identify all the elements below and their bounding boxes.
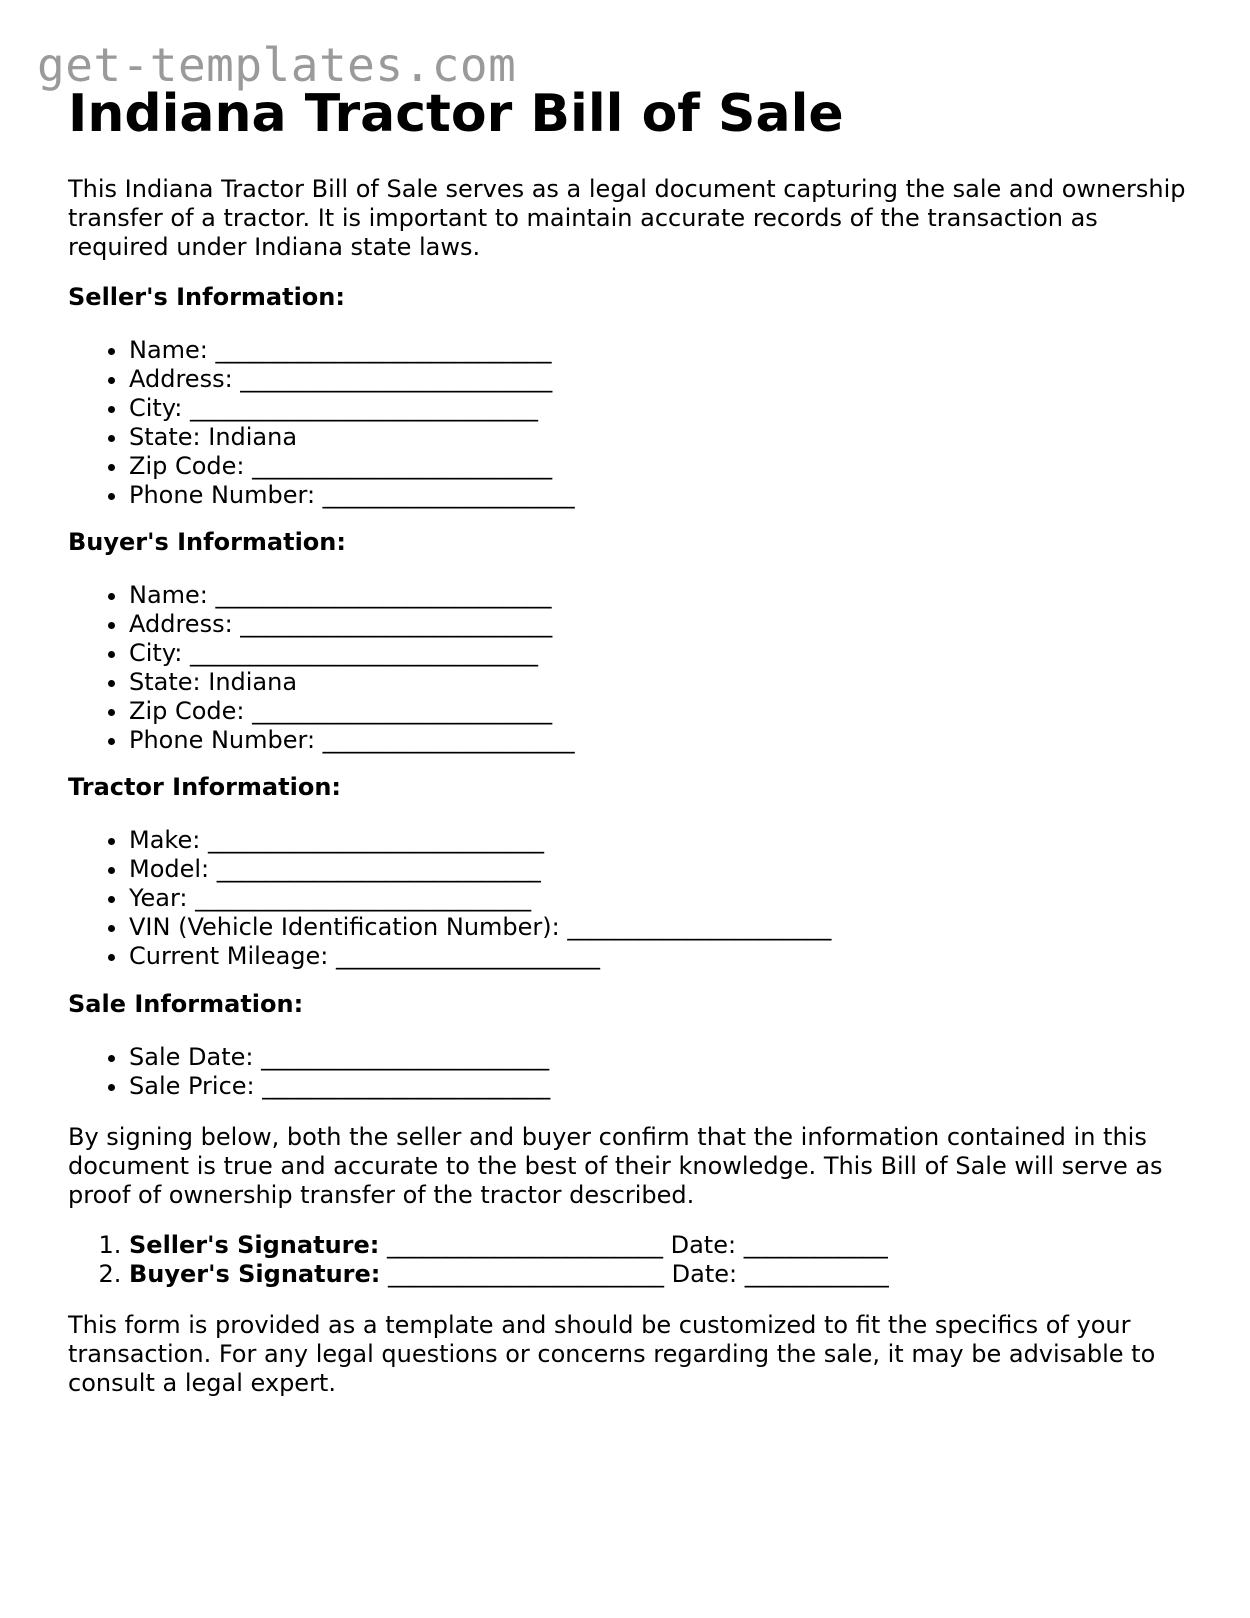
document-title: Indiana Tractor Bill of Sale xyxy=(68,84,844,144)
tractor-heading: Tractor Information: xyxy=(68,773,341,801)
list-item: • Name: ____________________________ xyxy=(129,336,575,365)
list-item: • Name: ____________________________ xyxy=(129,581,575,610)
list-item: • City: _____________________________ xyxy=(129,394,575,423)
buyer-signature-label: Buyer's Signature: xyxy=(129,1260,381,1288)
list-item: • Address: __________________________ xyxy=(129,610,575,639)
list-item: • Zip Code: _________________________ xyxy=(129,452,575,481)
buyer-signature-blanks: _______________________ Date: ____________ xyxy=(380,1260,889,1288)
list-item: • Make: ____________________________ xyxy=(129,826,831,855)
sale-list xyxy=(68,1043,550,1101)
tractor-list xyxy=(68,826,831,971)
seller-signature-blanks: _______________________ Date: ____________ xyxy=(379,1231,888,1259)
seller-signature-line xyxy=(129,1231,889,1260)
list-item: • VIN (Vehicle Identification Number): ______________________ xyxy=(129,913,831,942)
list-item: • Year: ____________________________ xyxy=(129,884,831,913)
sale-heading: Sale Information: xyxy=(68,990,304,1018)
list-item: • Phone Number: _____________________ xyxy=(129,481,575,510)
list-item: • State: Indiana xyxy=(129,423,575,452)
confirmation-paragraph: By signing below, both the seller and buyer confirm that the information contained in this document is true and accurate to the best of their knowledge. This Bill of Sale will serve as proof of ownership transfer of the tractor described. xyxy=(68,1123,1163,1209)
buyer-heading: Buyer's Information: xyxy=(68,528,346,556)
seller-signature-label: Seller's Signature: xyxy=(129,1231,380,1259)
buyer-signature-line xyxy=(129,1260,889,1289)
seller-list xyxy=(68,336,575,510)
list-item: • Sale Date: ________________________ xyxy=(129,1043,550,1072)
intro-paragraph: This Indiana Tractor Bill of Sale serves as a legal document capturing the sale and ownership transfer of a tractor. It is important to maintain accurate records of the transaction as required under Indiana state laws. xyxy=(68,175,1186,261)
list-item: • Address: __________________________ xyxy=(129,365,575,394)
list-item: • City: _____________________________ xyxy=(129,639,575,668)
list-item: • State: Indiana xyxy=(129,668,575,697)
buyer-list xyxy=(68,581,575,755)
watermark-text: get-templates.com xyxy=(37,38,517,92)
signature-list xyxy=(68,1231,889,1289)
list-item: • Model: ___________________________ xyxy=(129,855,831,884)
list-item: • Phone Number: _____________________ xyxy=(129,726,575,755)
seller-heading: Seller's Information: xyxy=(68,283,345,311)
list-item: • Current Mileage: ______________________ xyxy=(129,942,831,971)
list-item: • Zip Code: _________________________ xyxy=(129,697,575,726)
list-item: • Sale Price: ________________________ xyxy=(129,1072,550,1101)
footer-note: This form is provided as a template and should be customized to fit the specifics of your transaction. For any legal questions or concerns regarding the sale, it may be advisable to consult a legal expert. xyxy=(68,1311,1156,1397)
